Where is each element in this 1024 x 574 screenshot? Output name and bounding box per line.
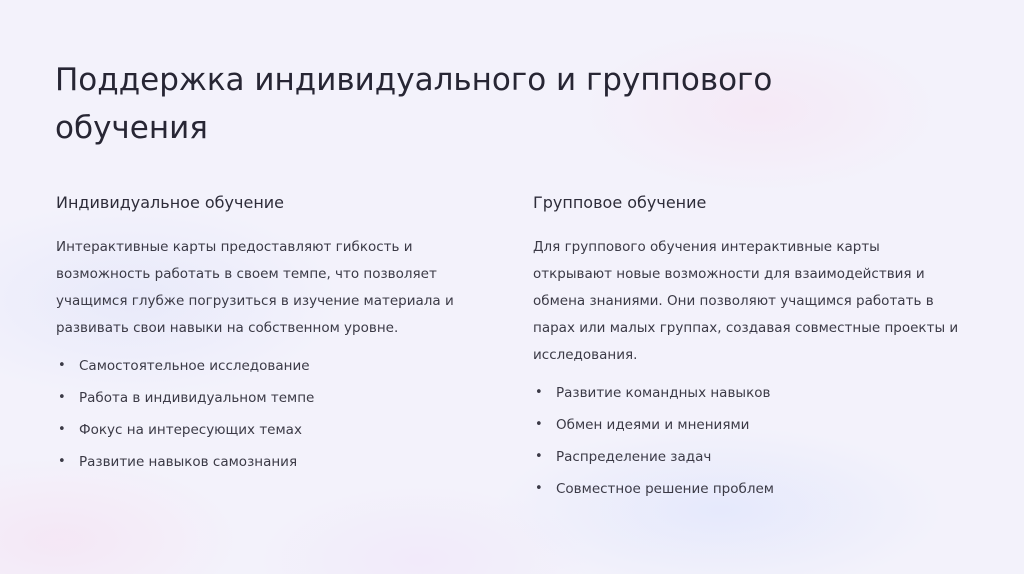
- list-item: [56, 414, 486, 446]
- bullet-icon: •: [58, 454, 66, 469]
- bullet-icon: •: [535, 481, 543, 496]
- group-learning-heading: Групповое обучение: [533, 193, 707, 212]
- list-item-label: Развитие навыков самознания: [79, 454, 298, 470]
- bullet-icon: •: [58, 422, 66, 437]
- list-item-label: Совместное решение проблем: [556, 481, 774, 497]
- list-item-label: Обмен идеями и мнениями: [556, 417, 750, 433]
- slide-title: Поддержка индивидуального и группового обучения: [55, 62, 773, 146]
- list-item-label: Распределение задач: [556, 449, 712, 465]
- individual-learning-column: [56, 190, 486, 478]
- list-item-label: Фокус на интересующих темах: [79, 422, 302, 438]
- group-learning-paragraph: Для группового обучения интерактивные карты открывают новые возможности для взаимодействия и обмена знаниями. Они позволяют учащимся работать в парах или малых группах, создавая совместные проекты и исследования.: [533, 239, 959, 363]
- list-item: [56, 446, 486, 478]
- list-item: [533, 377, 963, 409]
- list-item-label: Работа в индивидуальном темпе: [79, 390, 315, 406]
- list-item-label: Развитие командных навыков: [556, 385, 771, 401]
- bullet-icon: •: [58, 358, 66, 373]
- list-item-label: Самостоятельное исследование: [79, 358, 310, 374]
- bullet-icon: •: [535, 449, 543, 464]
- bullet-icon: •: [58, 390, 66, 405]
- list-item: [56, 350, 486, 382]
- individual-learning-paragraph: Интерактивные карты предоставляют гибкость и возможность работать в своем темпе, что позволяет учащимся глубже погрузиться в изучение материала и развивать свои навыки на собственном уровне.: [56, 239, 454, 336]
- list-item: [56, 382, 486, 414]
- group-learning-list: [533, 377, 963, 505]
- individual-learning-list: [56, 350, 486, 478]
- individual-learning-heading: Индивидуальное обучение: [56, 193, 285, 212]
- list-item: [533, 409, 963, 441]
- list-item: [533, 473, 963, 505]
- group-learning-column: [533, 190, 963, 505]
- bullet-icon: •: [535, 385, 543, 400]
- list-item: [533, 441, 963, 473]
- bullet-icon: •: [535, 417, 543, 432]
